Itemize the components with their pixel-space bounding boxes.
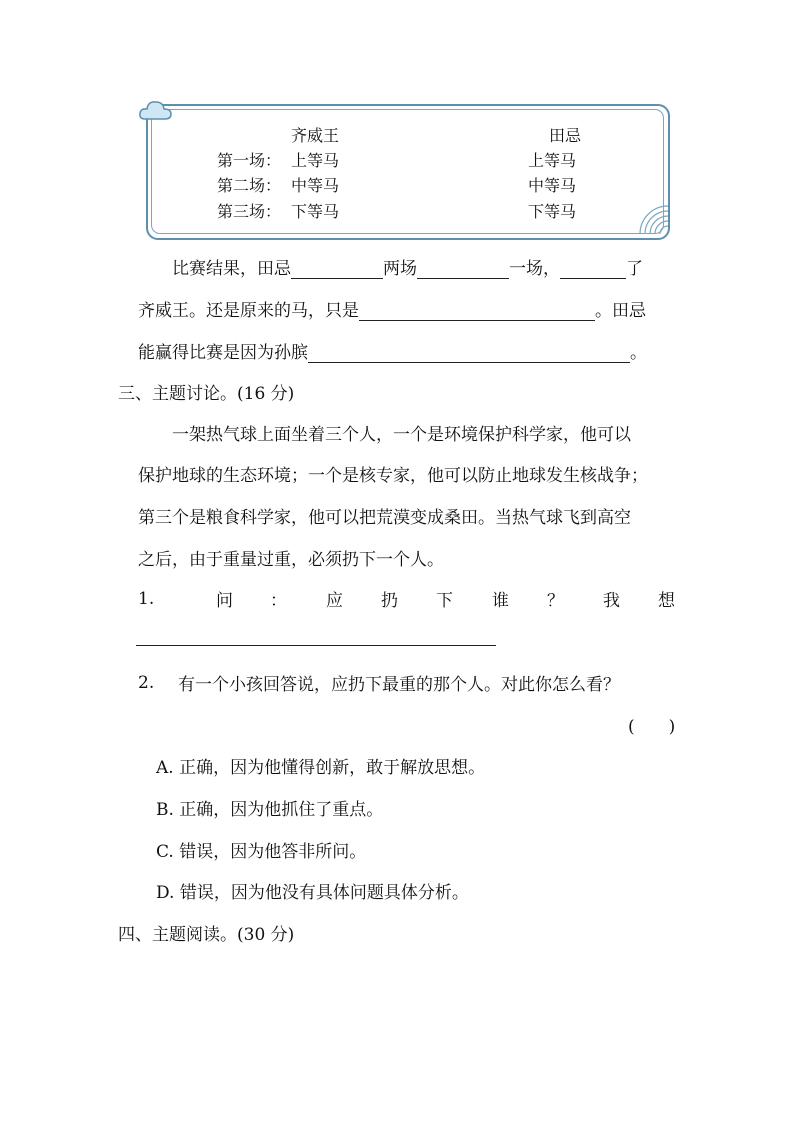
question-char: 应 <box>326 591 343 611</box>
table-row-right: 中等马 <box>528 176 577 195</box>
passage-line: 之后，由于重量过重，必须扔下一个人。 <box>138 550 444 570</box>
result-text: 一场， <box>509 259 560 279</box>
result-text: 。 <box>630 343 647 363</box>
table-row-label: 第一场： <box>217 151 282 170</box>
question-char: 想 <box>658 591 675 611</box>
table-row-label: 第二场： <box>217 176 282 195</box>
section-title: 三、主题讨论。(16 分) <box>118 384 295 404</box>
answer-line[interactable] <box>136 645 496 646</box>
table-header-left: 齐威王 <box>291 126 340 145</box>
result-text: 齐威王。还是原来的马，只是 <box>138 301 359 321</box>
option-a[interactable]: A. 正确，因为他懂得创新，敢于解放思想。 <box>156 758 486 778</box>
passage-line: 保护地球的生态环境；一个是核专家，他可以防止地球发生核战争； <box>138 466 648 486</box>
result-text: 了 <box>626 259 643 279</box>
table-row-left: 上等马 <box>291 151 340 170</box>
question-text: 有一个小孩回答说，应扔下最重的那个人。对此你怎么看？ <box>178 675 620 695</box>
cloud-icon <box>138 96 174 124</box>
section-title: 四、主题阅读。(30 分) <box>118 925 295 945</box>
answer-paren[interactable]: ( ) <box>628 717 676 737</box>
question-number: 1. <box>138 589 155 609</box>
table-row-right: 上等马 <box>528 151 577 170</box>
result-text: 能赢得比赛是因为孙膑 <box>138 343 308 363</box>
answer-blank[interactable] <box>291 260 383 279</box>
answer-blank[interactable] <box>417 260 509 279</box>
result-line-1 <box>172 254 643 279</box>
table-header-right: 田忌 <box>549 126 582 145</box>
question-char: 下 <box>436 591 453 611</box>
question-char: ： <box>270 591 287 611</box>
table-row-right: 下等马 <box>528 202 577 221</box>
answer-blank[interactable] <box>308 344 630 363</box>
question-number: 2. <box>138 673 155 693</box>
option-d[interactable]: D. 错误，因为他没有具体问题具体分析。 <box>156 883 469 903</box>
result-text: 比赛结果，田忌 <box>172 259 291 279</box>
question-char: 扔 <box>381 591 398 611</box>
table-row-label: 第三场： <box>217 202 282 221</box>
question-char: 谁 <box>492 591 509 611</box>
option-b[interactable]: B. 正确，因为他抓住了重点。 <box>156 800 384 820</box>
result-line-2 <box>138 296 646 321</box>
rainbow-arc-icon <box>636 202 670 236</box>
table-row-left: 下等马 <box>291 202 340 221</box>
table-row-left: 中等马 <box>291 176 340 195</box>
passage-line: 第三个是粮食科学家，他可以把荒漠变成桑田。当热气球飞到高空 <box>138 508 631 528</box>
answer-blank[interactable] <box>359 302 595 321</box>
result-text: 两场 <box>383 259 417 279</box>
result-line-3 <box>138 338 647 363</box>
question-char: 问 <box>216 591 233 611</box>
question-char: ？ <box>547 591 564 611</box>
answer-blank[interactable] <box>560 260 626 279</box>
result-text: 。田忌 <box>595 301 646 321</box>
question-char: 我 <box>603 591 620 611</box>
passage-line: 一架热气球上面坐着三个人，一个是环境保护科学家，他可以 <box>172 425 631 445</box>
option-c[interactable]: C. 错误，因为他答非所问。 <box>156 842 367 862</box>
